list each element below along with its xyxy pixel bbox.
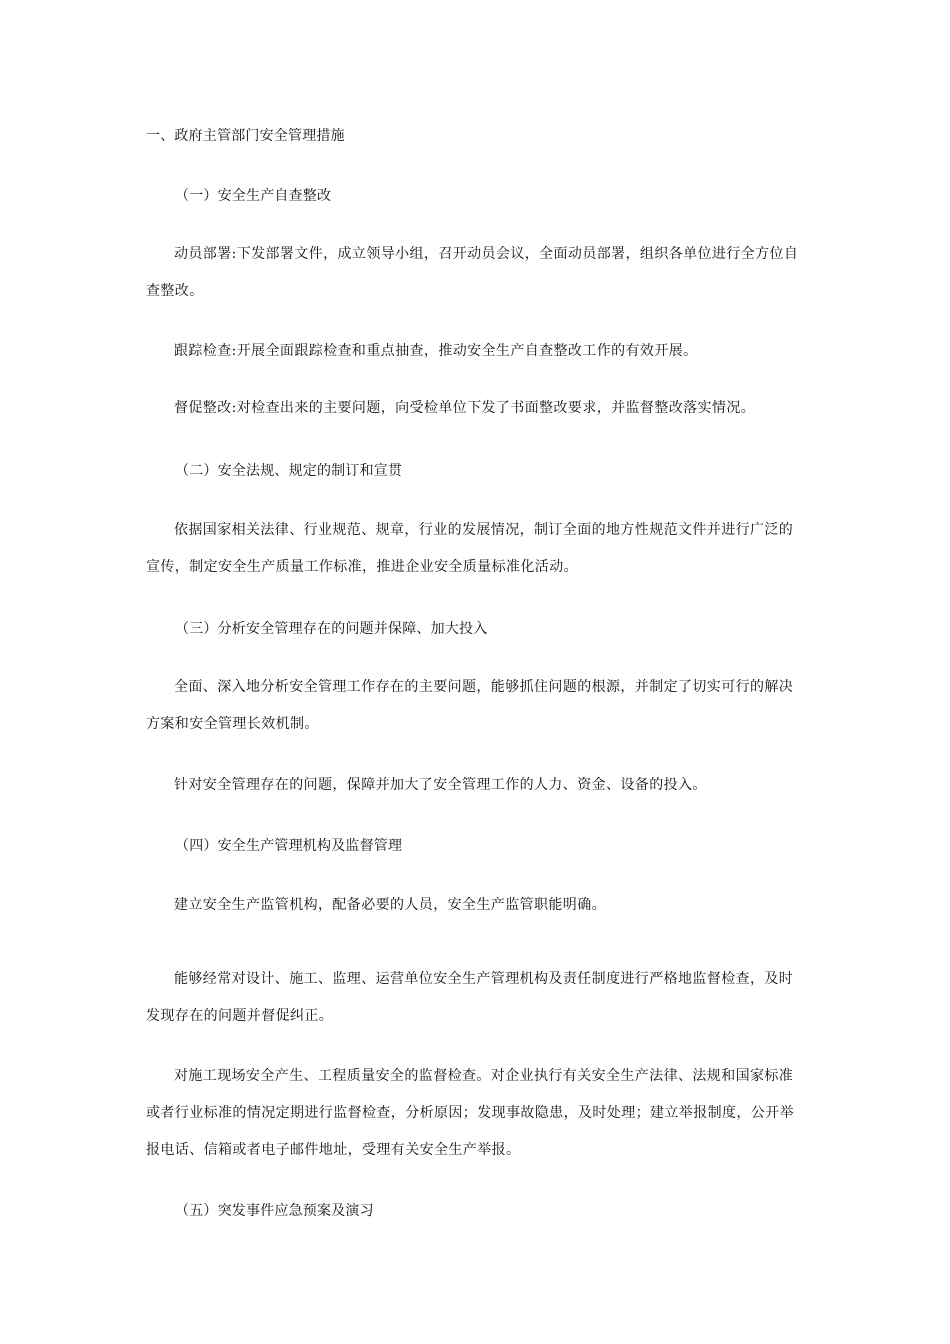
section-heading-4: （四）安全生产管理机构及监督管理 [175,838,403,854]
paragraph-1-1: 动员部署:下发部署文件，成立领导小组，召开动员会议，全面动员部署，组织各单位进行全方位自查整改。 [146,246,799,299]
paragraph-2-1: 依据国家相关法律、行业规范、规章，行业的发展情况，制订全面的地方性规范文件并进行广泛的宣传，制定安全生产质量工作标准，推进企业安全质量标准化活动。 [146,522,794,575]
paragraph-3-2: 针对安全管理存在的问题，保障并加大了安全管理工作的人力、资金、设备的投入。 [174,777,707,793]
paragraph-1-3: 督促整改:对检查出来的主要问题，向受检单位下发了书面整改要求，并监督整改落实情况。 [174,400,756,416]
paragraph-4-3: 对施工现场安全产生、工程质量安全的监督检查。对企业执行有关安全生产法律、法规和国家标准或者行业标准的情况定期进行监督检查，分析原因；发现事故隐患，及时处理；建立举报制度，公开举报电话、信箱或者电子邮件地址，受理有关安全生产举报。 [146,1068,794,1158]
section-heading-1: （一）安全生产自查整改 [175,188,332,204]
section-heading-3: （三）分析安全管理存在的问题并保障、加大投入 [175,621,488,637]
document-title: 一、政府主管部门安全管理措施 [146,128,345,144]
paragraph-1-2: 跟踪检查:开展全面跟踪检查和重点抽查，推动安全生产自查整改工作的有效开展。 [174,343,698,359]
paragraph-3-1: 全面、深入地分析安全管理工作存在的主要问题，能够抓住问题的根源，并制定了切实可行的解决方案和安全管理长效机制。 [146,679,794,732]
section-heading-5: （五）突发事件应急预案及演习 [175,1203,374,1219]
paragraph-4-1: 建立安全生产监管机构，配备必要的人员，安全生产监管职能明确。 [174,897,606,913]
section-heading-2: （二）安全法规、规定的制订和宣贯 [175,463,403,479]
paragraph-4-2: 能够经常对设计、施工、监理、运营单位安全生产管理机构及责任制度进行严格地监督检查，及时发现存在的问题并督促纠正。 [146,971,794,1024]
